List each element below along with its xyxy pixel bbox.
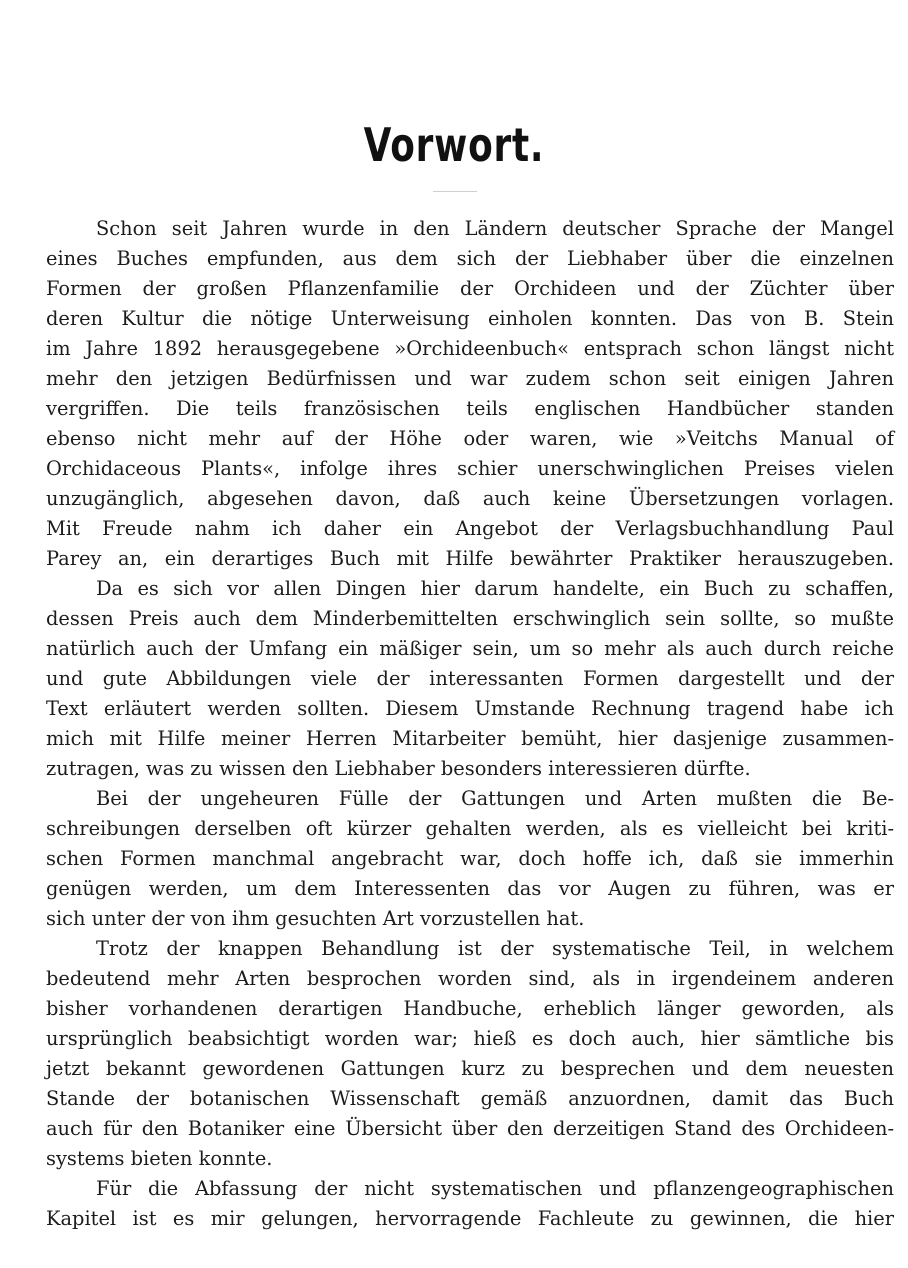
text-line: schen Formen manchmal angebracht war, doch hoffe ich, daß sie immerhin [46,847,894,870]
text-line: im Jahre 1892 herausgegebene »Orchideenbuch« entsprach schon längst nicht [46,337,894,360]
text-line: unzugänglich, abgesehen davon, daß auch keine Übersetzungen vorlagen. [46,487,894,510]
text-line: ursprünglich beabsichtigt worden war; hieß es doch auch, hier sämtliche bis [46,1027,894,1050]
text-line: bedeutend mehr Arten besprochen worden sind, als in irgendeinem anderen [46,967,894,990]
text-line: Kapitel ist es mir gelungen, hervorragende Fachleute zu gewinnen, die hier [46,1207,894,1230]
text-line: jetzt bekannt gewordenen Gattungen kurz zu besprechen und dem neuesten [46,1057,894,1080]
text-line: bisher vorhandenen derartigen Handbuche, erheblich länger geworden, als [46,997,894,1020]
text-line: Parey an, ein derartiges Buch mit Hilfe bewährter Praktiker herauszugeben. [46,547,894,570]
text-line: auch für den Botaniker eine Übersicht über den derzeitigen Stand des Orchideen- [46,1117,894,1140]
text-line: ebenso nicht mehr auf der Höhe oder waren, wie »Veitchs Manual of [46,427,894,450]
title-divider [433,191,477,192]
text-line: Für die Abfassung der nicht systematischen und pflanzengeographischen [96,1177,894,1200]
body-text [46,214,894,1234]
text-line: zutragen, was zu wissen den Liebhaber besonders interessieren dürfte. [46,757,751,780]
text-line: Formen der großen Pflanzenfamilie der Orchideen und der Züchter über [46,277,894,300]
text-line: eines Buches empfunden, aus dem sich der Liebhaber über die einzelnen [46,247,894,270]
text-line: schreibungen derselben oft kürzer gehalten werden, als es vielleicht bei kriti- [46,817,894,840]
text-line: Bei der ungeheuren Fülle der Gattungen und Arten mußten die Be- [96,787,894,810]
text-line: und gute Abbildungen viele der interessanten Formen dargestellt und der [46,667,894,690]
text-line: genügen werden, um dem Interessenten das vor Augen zu führen, was er [46,877,894,900]
text-line: Mit Freude nahm ich daher ein Angebot der Verlagsbuchhandlung Paul [46,517,894,540]
text-line: mehr den jetzigen Bedürfnissen und war zudem schon seit einigen Jahren [46,367,894,390]
text-line: Orchidaceous Plants«, infolge ihres schier unerschwinglichen Preises vielen [46,457,894,480]
text-line: Trotz der knappen Behandlung ist der systematische Teil, in welchem [96,937,894,960]
text-line: systems bieten konnte. [46,1147,273,1170]
text-line: vergriffen. Die teils französischen teils englischen Handbücher standen [46,397,894,420]
text-line: Stande der botanischen Wissenschaft gemäß anzuordnen, damit das Buch [46,1087,894,1110]
text-line: dessen Preis auch dem Minderbemittelten erschwinglich sein sollte, so mußte [46,607,894,630]
page-title: Vorwort. [363,118,545,172]
text-line: natürlich auch der Umfang ein mäßiger sein, um so mehr als auch durch reiche [46,637,894,660]
text-line: Da es sich vor allen Dingen hier darum handelte, ein Buch zu schaffen, [96,577,894,600]
text-line: Text erläutert werden sollten. Diesem Umstande Rechnung tragend habe ich [46,697,894,720]
text-line: deren Kultur die nötige Unterweisung einholen konnten. Das von B. Stein [46,307,894,330]
text-line: sich unter der von ihm gesuchten Art vorzustellen hat. [46,907,585,930]
text-line: mich mit Hilfe meiner Herren Mitarbeiter bemüht, hier dasjenige zusammen- [46,727,894,750]
text-line: Schon seit Jahren wurde in den Ländern deutscher Sprache der Mangel [96,217,894,240]
